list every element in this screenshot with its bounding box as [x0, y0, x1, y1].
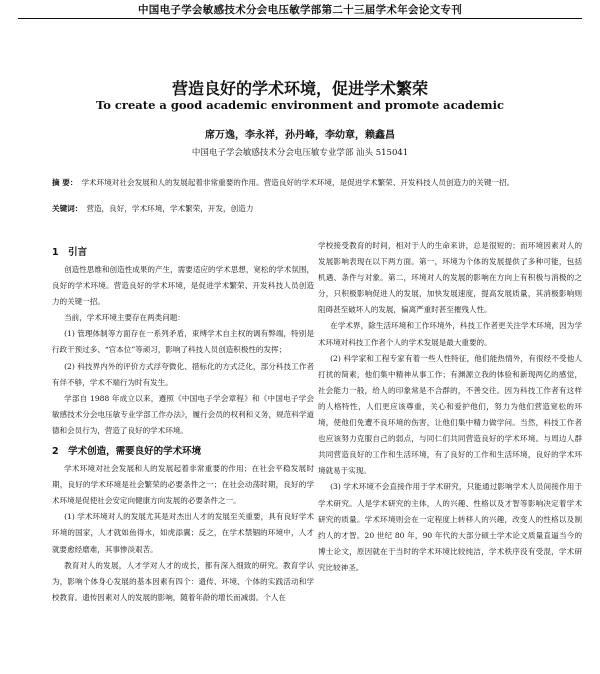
- abstract: [52, 176, 552, 189]
- paragraph: 教育对人的发展，人才学对人才的成长，都有深入细致的研究。教育学认为，影响个体身心发展的基本因素有四个：遗传、环境、个体的实践活动和学校教育。遗传因素对人的发展的影响，随着年龄的增长而减弱。个人在: [52, 560, 314, 602]
- paragraph: (2) 科技界内外的评价方式浮夸微化、措标化的方式泛化，部分科技工作者有伴不够，学术不端行为时有发生。: [52, 361, 314, 387]
- paragraph: (3) 学术环境不会直接作用于学术研究，只能通过影响学术人员间接作用于学术研究。人是学术研究的主体，人的兴趣、性格以及才智等影响决定着学术研究的质量。学术环境则会在一定程度上转移人的兴趣，改变人的性格以及制约人的才智。20 世纪 80 年，90 年代的大部分硕士学术论文质量直逼当今的博士论文，原因就在于当时的学术环境比较纯洁，学术秩序没有受混，学术研究比较神圣。: [318, 482, 582, 572]
- affiliation: 中国电子学会敏感技术分会电压敏专业学部 汕头 515041: [191, 148, 409, 158]
- section-heading-environment: 2 学术创造，需要良好的学术环境: [52, 446, 202, 458]
- paper-title-english: To create a good academic environment and promote academic: [96, 98, 504, 112]
- paragraph: 创造性思维和创造性成果的产生，需要适应的学术思想，宽松的学术氛围，良好的学术环境。营造良好的学术环境，是促进学术繁荣、开发科技人员创造力的关键一招。: [52, 265, 314, 307]
- paragraph: (1) 学术环境对人的发展尤其是对杰出人才的发展至关重要，具有良好学术环境的国家，人才就如鱼得水，如虎添翼；反之，在学术禁锢的环境中，人才就要愈经磨难，其事惨淡艰苦。: [52, 512, 314, 554]
- paragraph: 学校接受教育的时间，相对于人的生命来讲，总是很短的；而环境因素对人的发展影响表现在以下两方面。第一，环境为个体的发展提供了多种可能，包括机遇、条件与对象。第二，环境对人的发展的影响在方向上有积极与消极的之分，只积极影响促进人的发展，加快发展速度，提高发展质量，其消极影响则阻碍甚至破坏人的发展，偏离严重时甚至摧残人性。: [318, 241, 582, 315]
- paper-title: 营造良好的学术环境，促进学术繁荣: [171, 79, 428, 98]
- paragraph: 学部自 1988 年成立以来，遵照《中国电子学会章程》和《中国电子学会敏感技术分会电压敏专业学部工作办法》，履行会员的权利和义务，规范科学道德和会员行为，营造了良好的学术环境。: [52, 393, 314, 435]
- keywords-text: 营造，良好，学术环境，学术繁荣，开发，创造力: [86, 204, 254, 213]
- running-head: 中国电子学会敏感技术分会电压敏学部第二十三届学术年会论文专刊: [138, 4, 462, 16]
- abstract-label: 摘 要：: [52, 178, 78, 187]
- left-column: [52, 244, 314, 606]
- header-rule: [18, 18, 582, 19]
- paragraph: 学术环境对社会发展和人的发展起着非常重要的作用；在社会平稳发展时期，良好的学术环境是社会繁荣的必要条件之一；在社会动荡时期，良好的学术环境是促使社会安定向健康方向发展的必要条件之一。: [52, 464, 314, 506]
- author-list: 席万逸，李永祥，孙丹峰，李幼章，赖鑫昌: [205, 130, 395, 141]
- paragraph: (1) 管理体制等方面存在一系列矛盾，束缚学术自主权的调有弊端，特别是行政干预过多、“官本位”等顽习，影响了科技人员创造积极性的发挥；: [52, 329, 314, 355]
- right-column: [318, 238, 582, 576]
- keywords-label: 关键词：: [52, 204, 83, 213]
- abstract-text: 学术环境对社会发展和人的发展起着非常重要的作用。营造良好的学术环境，是促进学术繁荣、开发科技人员创造力的关键一招。: [81, 178, 515, 187]
- section-heading-intro: 1 引言: [52, 247, 88, 258]
- keywords: [52, 202, 552, 215]
- paragraph: (2) 科学家和工程专家有着一些人性特征，他们能热情外，有很经不受他人打扰的简素，他们集中精神从事工作；有渊源立我的体验和新现两亿的感觉，社会能力一般，给人的印象常是不合群的，不善交往。因为科技工作者有这样的人格特性，人们更应该尊重，关心和爱护他们，努力为他们营造宽松的环境，使他们免遭不良环境的伤害，让他们集中精力做学问。当然，科技工作者也应该努力克服自己的弱点，与同仁们共同营造良好的学术环境。与周边人群共同营造良好的工作和生活环境，有了良好的工作和生活环境，良好的学术环境就易于实现。: [318, 353, 582, 476]
- paragraph: 在学术界，除生活环境和工作环境外，科技工作者更关注学术环境，因为学术环境对科技工作者个人的学术发展是最大重要的。: [318, 321, 582, 347]
- paragraph: 当前，学术环境主要存在两类问题：: [64, 313, 185, 323]
